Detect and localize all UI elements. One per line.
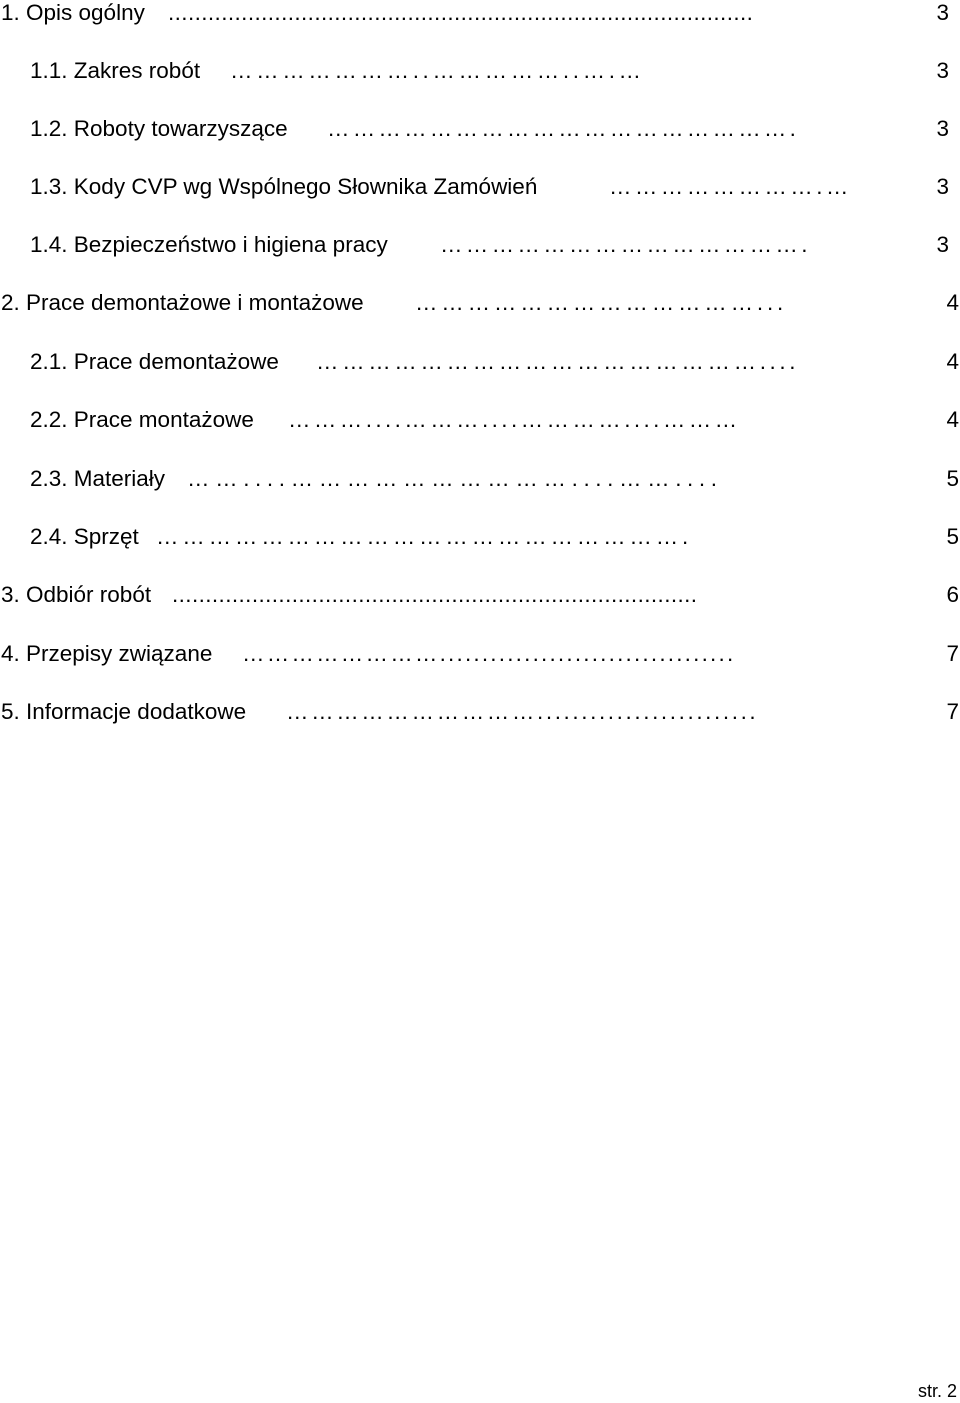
toc-entry-label: 5. Informacje dodatkowe	[1, 699, 247, 724]
toc-entry-page: 7	[946, 641, 959, 666]
toc-entry-leader: ………....………....…………....………	[288, 407, 741, 432]
toc-entry-label: 2.3. Materiały	[30, 466, 166, 491]
toc-entry-page: 3	[936, 232, 949, 257]
toc-entry[interactable]	[0, 578, 960, 612]
toc-entry[interactable]	[0, 637, 960, 671]
toc-entry-page: 7	[946, 699, 959, 724]
toc-entry-page: 3	[936, 0, 949, 25]
toc-entry-page: 3	[936, 116, 949, 141]
toc-entry-page: 3	[936, 58, 949, 83]
toc-entry[interactable]	[0, 462, 960, 496]
toc-entry-leader: …………………………………….	[440, 232, 811, 257]
toc-entry-leader: ........................................................................................	[168, 0, 754, 25]
toc-entry-label: 2. Prace demontażowe i montażowe	[1, 290, 364, 315]
toc-entry-leader: ……………………………………………….	[327, 116, 800, 141]
toc-entry-label: 2.4. Sprzęt	[30, 524, 139, 549]
toc-entry-label: 1.4. Bezpieczeństwo i higiena pracy	[30, 232, 388, 257]
toc-entry-label: 2.1. Prace demontażowe	[30, 349, 279, 374]
toc-entry[interactable]	[0, 112, 960, 146]
toc-entry-page: 4	[946, 290, 959, 315]
toc-entry-page: 3	[936, 174, 949, 199]
toc-entry[interactable]	[0, 403, 960, 437]
toc-entry-page: 4	[946, 349, 959, 374]
toc-entry[interactable]	[0, 54, 960, 88]
toc-entry-label: 1.3. Kody CVP wg Wspólnego Słownika Zamówień	[30, 174, 538, 199]
toc-entry-leader: ……………………...................................	[242, 641, 736, 666]
toc-entry-page: 5	[946, 524, 959, 549]
toc-entry-label: 3. Odbiór robót	[1, 582, 152, 607]
toc-entry-page: 4	[946, 407, 959, 432]
toc-entry-leader: …………………………………...	[415, 290, 788, 315]
toc-entry-leader: ……………………………………………....	[316, 349, 800, 374]
toc-entry[interactable]	[0, 0, 960, 30]
page-number: str. 2	[917, 1381, 957, 1401]
toc-entry[interactable]	[0, 345, 960, 379]
toc-entry[interactable]	[0, 286, 960, 320]
toc-entry[interactable]	[0, 170, 960, 204]
toc-entry[interactable]	[0, 520, 960, 554]
toc-entry-label: 1.1. Zakres robót	[30, 58, 201, 83]
toc-entry[interactable]	[0, 228, 960, 262]
toc-entry-leader: …………………..……………..….…	[230, 58, 645, 83]
toc-entry-leader: …………………………………………………….	[156, 524, 693, 549]
toc-entry-leader: ……....…………………………....……....	[187, 466, 723, 491]
toc-entry[interactable]	[0, 695, 960, 729]
toc-entry-label: 4. Przepisy związane	[1, 641, 213, 666]
toc-entry-page: 5	[946, 466, 959, 491]
toc-entry-leader: ………………………….........................	[286, 699, 759, 724]
toc-entry-label: 2.2. Prace montażowe	[30, 407, 254, 432]
toc-entry-leader: …………………….…	[609, 174, 852, 199]
toc-entry-label: 1.2. Roboty towarzyszące	[30, 116, 288, 141]
toc-entry-leader: ...............................................................................	[172, 582, 698, 607]
toc-entry-page: 6	[946, 582, 959, 607]
toc-entry-label: 1. Opis ogólny	[1, 0, 145, 25]
